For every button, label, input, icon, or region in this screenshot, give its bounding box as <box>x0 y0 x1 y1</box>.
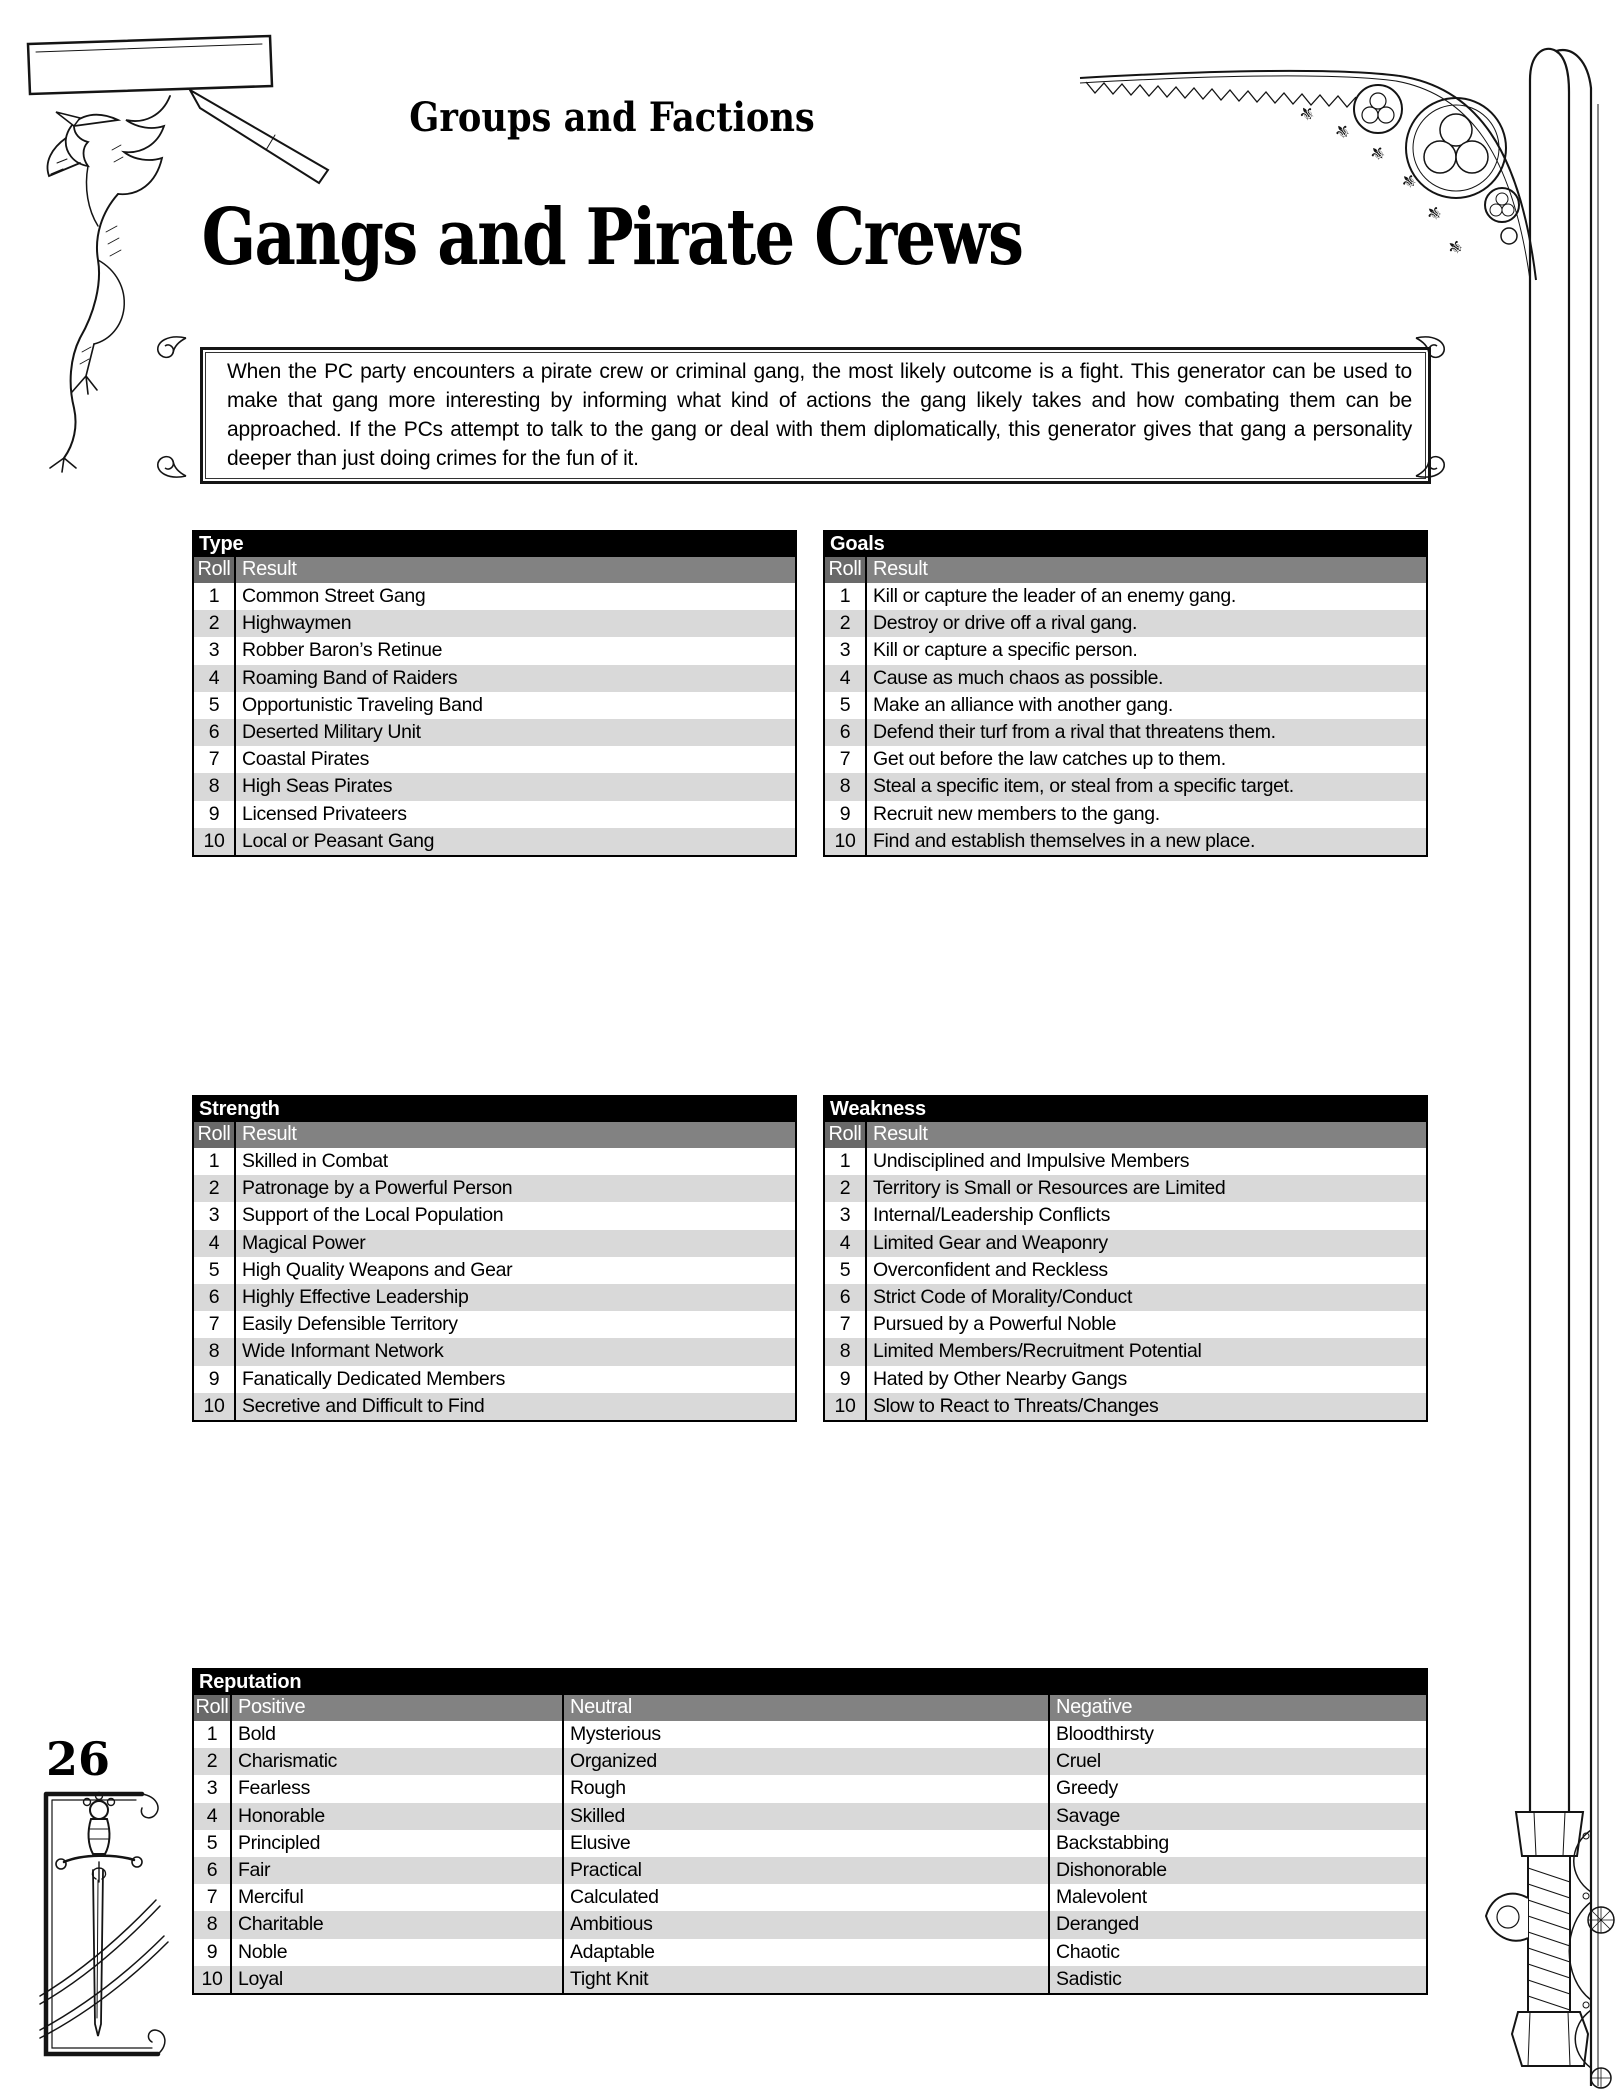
table-cell: Find and establish themselves in a new place. <box>865 828 1426 855</box>
table-row <box>825 1366 1426 1393</box>
table-cell: Organized <box>562 1748 1048 1775</box>
table-cell: Charitable <box>230 1911 562 1938</box>
table-cell: Recruit new members to the gang. <box>865 801 1426 828</box>
table-cell: 5 <box>839 1258 851 1281</box>
table-title: Goals <box>825 532 1426 557</box>
table-cell: 4 <box>839 1231 851 1254</box>
table-cell: Strict Code of Morality/Conduct <box>865 1284 1426 1311</box>
table-cell: 10 <box>203 829 225 852</box>
table-row <box>194 1939 1426 1966</box>
column-header: Roll <box>194 1122 234 1148</box>
table-cell: Deranged <box>1048 1911 1426 1938</box>
page-title: Gangs and Pirate Crews <box>201 192 1023 283</box>
table-cell: Practical <box>562 1857 1048 1884</box>
page-number: 26 <box>46 1732 111 1786</box>
table-cell: 3 <box>206 1777 218 1800</box>
table-cell: 2 <box>208 1177 220 1200</box>
table-row <box>194 610 795 637</box>
table-cell: Cause as much chaos as possible. <box>865 665 1426 692</box>
table-cell: Fanatically Dedicated Members <box>234 1366 795 1393</box>
table-title: Strength <box>194 1097 795 1122</box>
table-row <box>825 801 1426 828</box>
table-cell: 7 <box>208 748 220 771</box>
table-cell: 4 <box>208 1231 220 1254</box>
table-cell: 6 <box>839 1285 851 1308</box>
table-cell: Elusive <box>562 1830 1048 1857</box>
table-cell: Destroy or drive off a rival gang. <box>865 610 1426 637</box>
table-row <box>825 1311 1426 1338</box>
table-cell: Support of the Local Population <box>234 1202 795 1229</box>
table-row <box>825 1284 1426 1311</box>
table-row <box>194 773 795 800</box>
table-row <box>825 610 1426 637</box>
table-cell: Mysterious <box>562 1721 1048 1748</box>
column-header: Result <box>234 557 795 583</box>
table-row <box>194 1366 795 1393</box>
table-cell: Highly Effective Leadership <box>234 1284 795 1311</box>
table-header-row <box>194 1122 795 1148</box>
table-cell: 10 <box>203 1394 225 1417</box>
table-cell: Bloodthirsty <box>1048 1721 1426 1748</box>
table-row <box>194 828 795 855</box>
weakness-table <box>823 1095 1428 1422</box>
intro-box <box>200 347 1431 484</box>
table-row <box>194 1803 1426 1830</box>
table-row <box>825 1393 1426 1420</box>
table-cell: Ambitious <box>562 1911 1048 1938</box>
table-cell: 4 <box>208 666 220 689</box>
table-cell: Calculated <box>562 1884 1048 1911</box>
table-cell: Roaming Band of Raiders <box>234 665 795 692</box>
table-cell: 3 <box>839 1204 851 1227</box>
intro-text: When the PC party encounters a pirate crew or criminal gang, the most likely outcome is a fight. This generator can be used to make that gang more interesting by informing what kind of actions the gang likely takes and how combating them can be approached. If the PCs attempt to talk to the gang or deal with them diplomatically, this generator gives that gang a personality deeper than just doing crimes for the fun of it. <box>227 360 1412 470</box>
table-cell: Overconfident and Reckless <box>865 1257 1426 1284</box>
table-cell: Pursued by a Powerful Noble <box>865 1311 1426 1338</box>
column-header: Roll <box>194 1695 230 1721</box>
table-row <box>825 719 1426 746</box>
table-cell: Wide Informant Network <box>234 1338 795 1365</box>
table-row <box>825 1230 1426 1257</box>
table-cell: 5 <box>839 693 851 716</box>
table-cell: 5 <box>208 1258 220 1281</box>
table-row <box>194 719 795 746</box>
table-title: Type <box>194 532 795 557</box>
column-header: Result <box>865 557 1426 583</box>
table-cell: 7 <box>206 1886 218 1909</box>
table-cell: Opportunistic Traveling Band <box>234 692 795 719</box>
table-row <box>194 1775 1426 1802</box>
table-cell: Make an alliance with another gang. <box>865 692 1426 719</box>
table-cell: 2 <box>839 612 851 635</box>
table-row <box>825 665 1426 692</box>
table-row <box>194 1721 1426 1748</box>
table-header-row <box>194 557 795 583</box>
table-cell: Internal/Leadership Conflicts <box>865 1202 1426 1229</box>
table-cell: Malevolent <box>1048 1884 1426 1911</box>
table-cell: 9 <box>839 802 851 825</box>
table-cell: 3 <box>208 639 220 662</box>
corner-flourish-icon <box>1414 454 1448 480</box>
table-row <box>194 1966 1426 1993</box>
table-cell: 6 <box>839 720 851 743</box>
table-cell: Deserted Military Unit <box>234 719 795 746</box>
table-cell: 2 <box>206 1750 218 1773</box>
table-cell: Savage <box>1048 1803 1426 1830</box>
table-cell: Robber Baron’s Retinue <box>234 637 795 664</box>
table-row <box>194 1857 1426 1884</box>
table-cell: Get out before the law catches up to them. <box>865 746 1426 773</box>
table-cell: Undisciplined and Impulsive Members <box>865 1148 1426 1175</box>
table-cell: 7 <box>839 748 851 771</box>
column-header: Roll <box>825 1122 865 1148</box>
table-row <box>194 1338 795 1365</box>
table-row <box>194 665 795 692</box>
table-cell: 6 <box>208 1285 220 1308</box>
table-cell: 1 <box>208 1150 220 1172</box>
table-row <box>194 746 795 773</box>
section-header: Groups and Factions <box>409 94 815 141</box>
table-cell: Skilled in Combat <box>234 1148 795 1175</box>
table-row <box>194 1311 795 1338</box>
table-row <box>194 1202 795 1229</box>
table-cell: 1 <box>206 1723 218 1745</box>
table-cell: 4 <box>206 1804 218 1827</box>
table-row <box>825 1175 1426 1202</box>
table-cell: Easily Defensible Territory <box>234 1311 795 1338</box>
table-cell: 6 <box>206 1858 218 1881</box>
table-row <box>825 637 1426 664</box>
table-header-row <box>825 1122 1426 1148</box>
svg-text:⚜: ⚜ <box>1395 167 1424 196</box>
table-cell: 8 <box>839 1340 851 1363</box>
table-row <box>194 692 795 719</box>
table-header-row <box>194 1695 1426 1721</box>
table-cell: 1 <box>839 585 851 607</box>
table-cell: 4 <box>839 666 851 689</box>
table-row <box>194 801 795 828</box>
table-cell: Kill or capture the leader of an enemy gang. <box>865 583 1426 610</box>
svg-text:⚜: ⚜ <box>1442 234 1470 261</box>
table-row <box>825 1148 1426 1175</box>
table-cell: 8 <box>839 775 851 798</box>
table-cell: Secretive and Difficult to Find <box>234 1393 795 1420</box>
table-row <box>194 1748 1426 1775</box>
table-cell: Common Street Gang <box>234 583 795 610</box>
table-cell: Principled <box>230 1830 562 1857</box>
table-row <box>194 1393 795 1420</box>
table-title: Weakness <box>825 1097 1426 1122</box>
table-row <box>194 1830 1426 1857</box>
column-header: Result <box>234 1122 795 1148</box>
table-row <box>825 1257 1426 1284</box>
corner-flourish-icon <box>154 334 188 360</box>
table-cell: 10 <box>834 1394 856 1417</box>
table-cell: 2 <box>208 612 220 635</box>
table-row <box>194 637 795 664</box>
table-cell: 10 <box>201 1967 223 1990</box>
table-row <box>825 692 1426 719</box>
table-cell: 8 <box>206 1913 218 1936</box>
table-cell: 8 <box>208 775 220 798</box>
table-row <box>194 1230 795 1257</box>
table-cell: Tight Knit <box>562 1966 1048 1993</box>
table-row <box>194 1175 795 1202</box>
goals-table <box>823 530 1428 857</box>
table-cell: Kill or capture a specific person. <box>865 637 1426 664</box>
table-header-row <box>825 557 1426 583</box>
table-cell: Loyal <box>230 1966 562 1993</box>
table-row <box>825 773 1426 800</box>
table-row <box>825 583 1426 610</box>
svg-text:⚜: ⚜ <box>1329 118 1357 146</box>
table-cell: 9 <box>839 1367 851 1390</box>
table-cell: Hated by Other Nearby Gangs <box>865 1366 1426 1393</box>
table-cell: Highwaymen <box>234 610 795 637</box>
column-header: Negative <box>1048 1695 1426 1721</box>
table-row <box>194 1911 1426 1938</box>
table-row <box>825 828 1426 855</box>
column-header: Neutral <box>562 1695 1048 1721</box>
table-cell: 7 <box>839 1313 851 1336</box>
column-header: Roll <box>194 557 234 583</box>
table-cell: Cruel <box>1048 1748 1426 1775</box>
table-cell: 5 <box>208 693 220 716</box>
table-cell: 10 <box>834 829 856 852</box>
corner-flourish-icon <box>1414 334 1448 360</box>
sword-blade-border <box>1470 30 1615 2090</box>
table-cell: Honorable <box>230 1803 562 1830</box>
table-cell: 9 <box>206 1940 218 1963</box>
table-cell: Rough <box>562 1775 1048 1802</box>
column-header: Result <box>865 1122 1426 1148</box>
table-cell: Skilled <box>562 1803 1048 1830</box>
svg-text:⚜: ⚜ <box>1420 200 1449 228</box>
table-cell: High Seas Pirates <box>234 773 795 800</box>
table-cell: 9 <box>208 802 220 825</box>
table-cell: 3 <box>208 1204 220 1227</box>
table-row <box>194 1884 1426 1911</box>
table-cell: Local or Peasant Gang <box>234 828 795 855</box>
table-cell: 7 <box>208 1313 220 1336</box>
svg-text:⚜: ⚜ <box>1294 100 1321 129</box>
reputation-table <box>192 1668 1428 1995</box>
table-cell: 1 <box>839 1150 851 1172</box>
table-cell: Merciful <box>230 1884 562 1911</box>
table-cell: Bold <box>230 1721 562 1748</box>
table-row <box>194 1257 795 1284</box>
table-title: Reputation <box>194 1670 1426 1695</box>
table-cell: Sadistic <box>1048 1966 1426 1993</box>
table-row <box>194 1284 795 1311</box>
table-cell: 9 <box>208 1367 220 1390</box>
table-cell: Fearless <box>230 1775 562 1802</box>
strength-table <box>192 1095 797 1422</box>
table-cell: Adaptable <box>562 1939 1048 1966</box>
table-cell: Charismatic <box>230 1748 562 1775</box>
table-cell: Magical Power <box>234 1230 795 1257</box>
corner-flourish-icon <box>154 454 188 480</box>
table-cell: Chaotic <box>1048 1939 1426 1966</box>
table-row <box>194 1148 795 1175</box>
table-cell: Limited Members/Recruitment Potential <box>865 1338 1426 1365</box>
table-cell: Noble <box>230 1939 562 1966</box>
table-cell: 6 <box>208 720 220 743</box>
table-cell: Territory is Small or Resources are Limited <box>865 1175 1426 1202</box>
table-row <box>825 1202 1426 1229</box>
table-cell: Coastal Pirates <box>234 746 795 773</box>
table-row <box>825 746 1426 773</box>
table-cell: Slow to React to Threats/Changes <box>865 1393 1426 1420</box>
table-cell: Defend their turf from a rival that threatens them. <box>865 719 1426 746</box>
table-cell: Steal a specific item, or steal from a specific target. <box>865 773 1426 800</box>
table-cell: 8 <box>208 1340 220 1363</box>
table-cell: High Quality Weapons and Gear <box>234 1257 795 1284</box>
table-cell: Backstabbing <box>1048 1830 1426 1857</box>
table-cell: Dishonorable <box>1048 1857 1426 1884</box>
table-cell: 1 <box>208 585 220 607</box>
table-row <box>194 583 795 610</box>
table-cell: Licensed Privateers <box>234 801 795 828</box>
table-cell: Fair <box>230 1857 562 1884</box>
table-cell: 2 <box>839 1177 851 1200</box>
knotted-sword-ornament <box>36 1786 171 2066</box>
table-row <box>825 1338 1426 1365</box>
type-table <box>192 530 797 857</box>
table-cell: Patronage by a Powerful Person <box>234 1175 795 1202</box>
column-header: Roll <box>825 557 865 583</box>
table-cell: Greedy <box>1048 1775 1426 1802</box>
svg-text:⚜: ⚜ <box>1364 139 1393 168</box>
table-cell: 5 <box>206 1831 218 1854</box>
column-header: Positive <box>230 1695 562 1721</box>
table-cell: 3 <box>839 639 851 662</box>
table-cell: Limited Gear and Weaponry <box>865 1230 1426 1257</box>
